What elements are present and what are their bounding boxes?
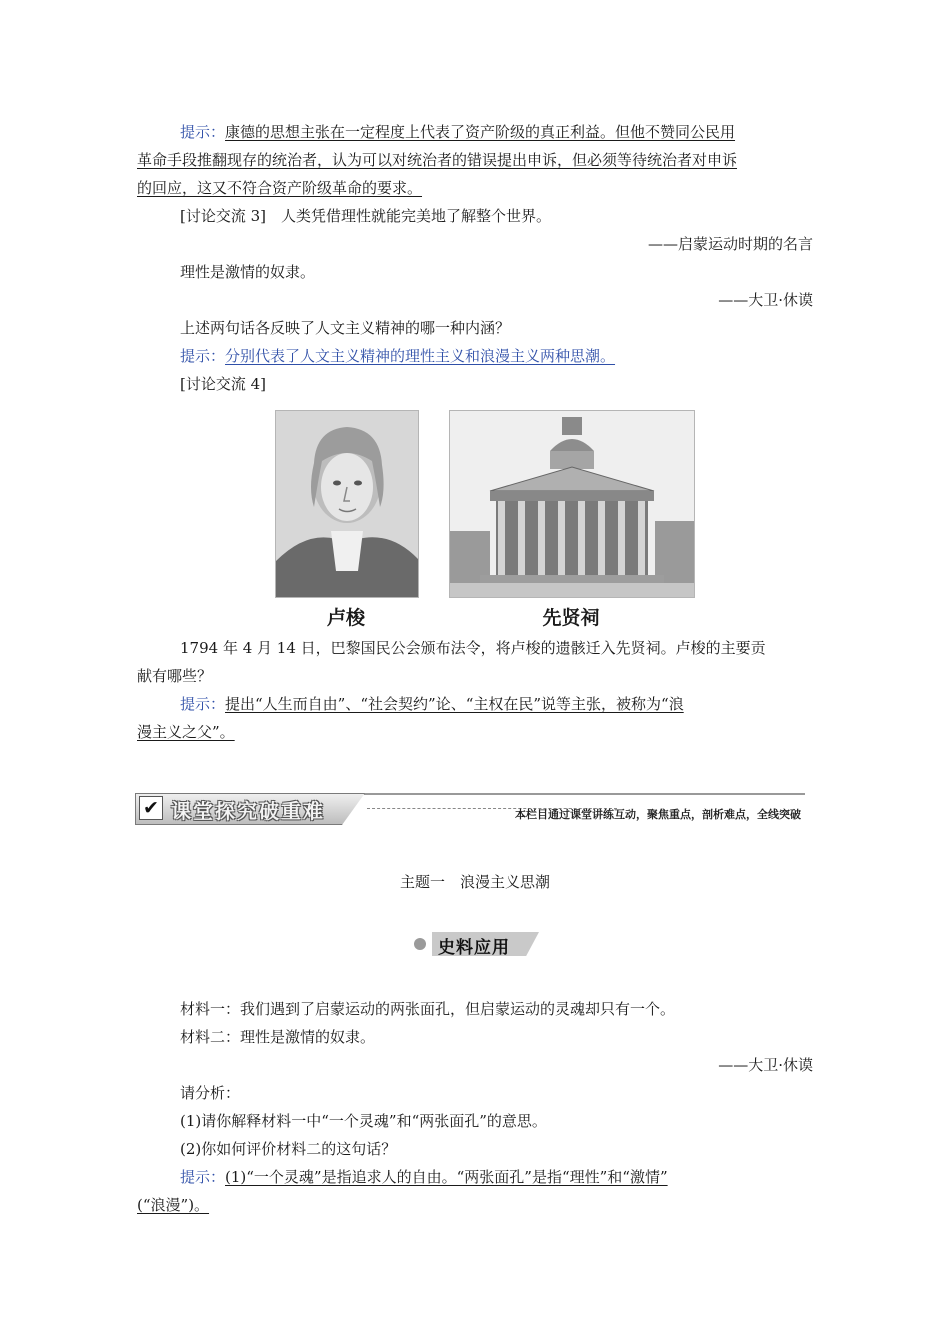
analysis-prompt: 请分析： [180,1084,241,1102]
question-1: (1)请你解释材料一中“一个灵魂”和“两张面孔”的意思。 [180,1112,547,1130]
hint-label: 提示： [180,1168,226,1186]
hint-text: 康德的思想主张在一定程度上代表了资产阶级的真正利益。但他不赞同公民用 [225,123,736,141]
hint-label: 提示： [180,123,226,141]
discussion-4-text: 献有哪些？ [137,667,213,685]
discussion-4-heading: [讨论交流 4] [180,375,267,393]
material-1: 材料一：我们遇到了启蒙运动的两张面孔，但启蒙运动的灵魂却只有一个。 [180,1000,676,1018]
badge-dot-icon [414,938,426,950]
hint-paragraph-4 [180,1166,668,1188]
banner-title: 课堂探究破重难 [171,799,325,823]
topic-heading: 主题一 浪漫主义思潮 [399,873,550,891]
hint-label: 提示： [180,347,226,365]
hint-text: 提出“人生而自由”、“社会契约”论、“主权在民”说等主张，被称为“浪 [225,695,684,713]
hint-label: 提示： [180,695,226,713]
banner-note: 本栏目通过课堂讲练互动，聚焦重点，剖析难点，全线突破 [515,808,801,821]
discussion-3-heading: [讨论交流 3] 人类凭借理性就能完美地了解整个世界。 [180,207,552,225]
discussion-4-text: 1794 年 4 月 14 日，巴黎国民公会颁布法令，将卢梭的遗骸迁入先贤祠。卢梭的主要贡 [180,639,766,657]
quote-text: 理性是激情的奴隶。 [180,263,316,281]
quote-source: ——启蒙运动时期的名言 [647,235,813,253]
check-icon: ✔ [139,796,163,820]
portrait-caption: 卢梭 [326,607,365,629]
hint-paragraph-2 [180,345,615,367]
pantheon-caption: 先贤祠 [542,607,600,629]
quote-source: ——大卫·休谟 [718,291,813,309]
hint-text-line: 漫主义之父”。 [137,723,235,741]
quote-source: ——大卫·休谟 [718,1056,813,1074]
hint-text-line: 的回应，这又不符合资产阶级革命的要求。 [137,179,423,197]
hint-text-line: (“浪漫”)。 [137,1196,210,1214]
rousseau-portrait-image [275,410,419,598]
hint-text: 分别代表了人文主义精神的理性主义和浪漫主义两种思潮。 [225,347,616,365]
pantheon-image [449,410,695,598]
hint-paragraph-1 [180,121,735,143]
badge-label: 史料应用 [438,938,510,958]
question-2: (2)你如何评价材料二的这句话？ [180,1140,397,1158]
material-2: 材料二：理性是激情的奴隶。 [180,1028,376,1046]
section-banner [135,793,815,827]
discussion-question: 上述两句话各反映了人文主义精神的哪一种内涵？ [180,319,511,337]
hint-text-line: 革命手段推翻现存的统治者，认为可以对统治者的错误提出申诉，但必须等待统治者对申诉 [137,151,738,169]
section-badge [414,930,539,958]
hint-text: (1)“一个灵魂”是指追求人的自由。“两张面孔”是指“理性”和“激情” [225,1168,668,1186]
hint-paragraph-3 [180,693,684,715]
